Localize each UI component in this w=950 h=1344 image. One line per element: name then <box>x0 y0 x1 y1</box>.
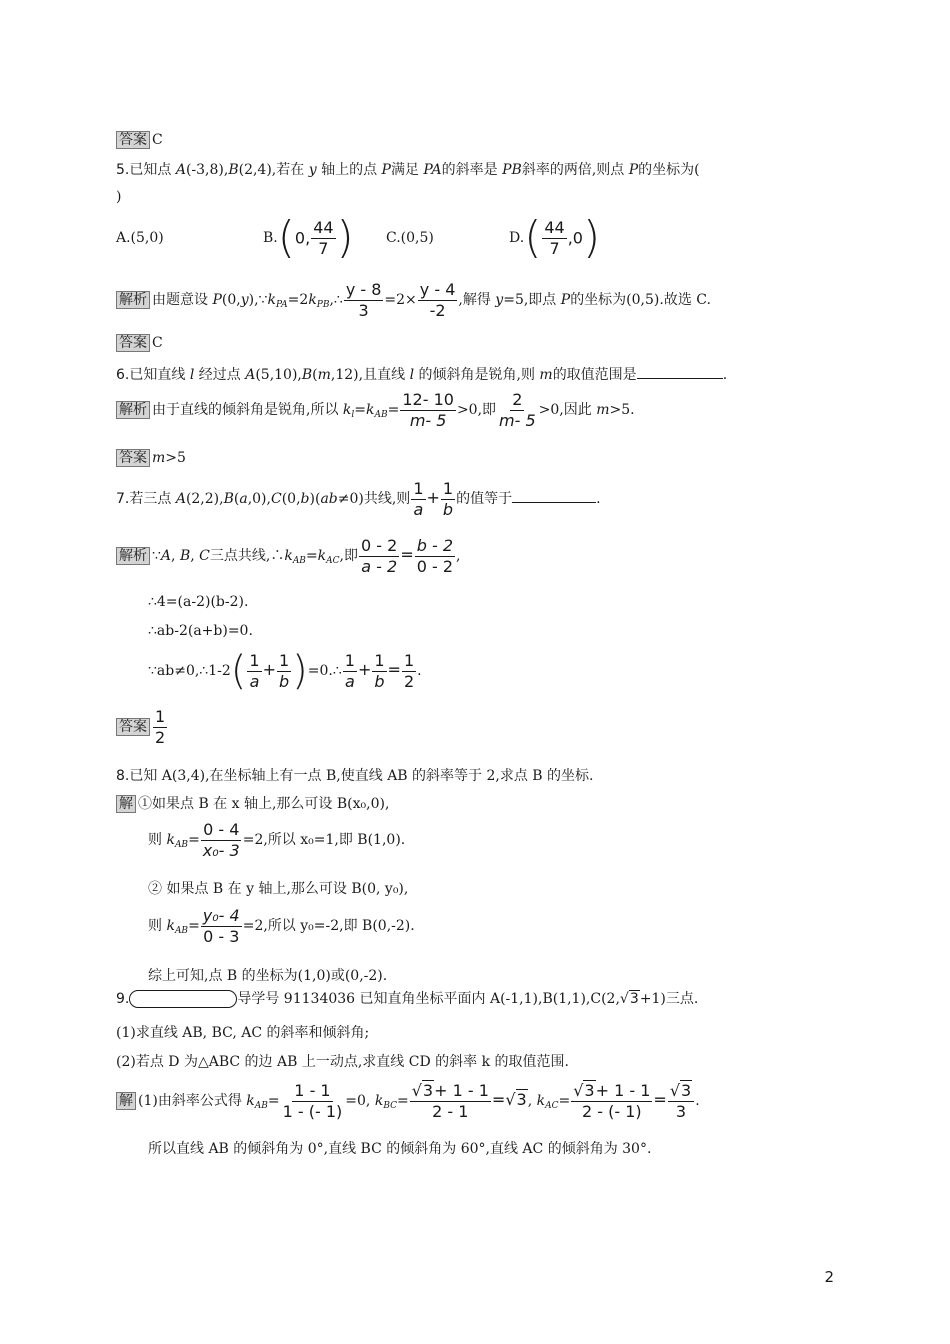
frac-num: y₀- 4 <box>202 905 240 925</box>
q9-sol-fraction-4 <box>668 1081 694 1122</box>
plus-sign: + <box>357 660 372 679</box>
frac-den: m- 5 <box>409 410 447 430</box>
q7-var-b2: b <box>300 491 310 507</box>
q5-text-g: 轴上的点 <box>316 162 382 178</box>
q6-text-c: 经过点 <box>194 367 246 383</box>
q5-an-y2: y <box>495 292 504 308</box>
q5-an-p2: P <box>560 292 571 308</box>
q5-an-i: ,∴ <box>329 292 343 308</box>
frac-num: b - 2 <box>416 535 454 555</box>
q9-text-b: +1)三点. <box>639 991 699 1007</box>
frac-num: 1 <box>413 478 424 498</box>
frac-den: m- 5 <box>499 410 536 430</box>
q9-sol-k3: k <box>536 1093 546 1109</box>
frac-num <box>410 1081 491 1102</box>
q6-number: 6. <box>116 367 130 383</box>
sqrt-radicand: 3 <box>629 991 639 1007</box>
frac-num <box>668 1081 694 1102</box>
q6-answer <box>116 449 186 467</box>
q8-sol2-b: =2,所以 x₀=1,即 B(1,0). <box>242 832 406 848</box>
equals-sign: = <box>491 1090 506 1109</box>
q6-an-e: = <box>387 402 400 418</box>
q8-sol-2 <box>148 818 405 867</box>
frac-den: 2 - 1 <box>432 1101 469 1121</box>
q6-an-g: >0,因此 <box>538 402 597 418</box>
q9-sol-eq2: = <box>396 1093 409 1109</box>
frac-den: 1 - (- 1) <box>282 1101 343 1121</box>
q7-an-k1-sub: AB <box>292 556 306 566</box>
q6-an-m: m <box>596 402 610 418</box>
frac-num: 1 <box>278 650 290 670</box>
q8-sol2-eq: = <box>188 832 200 848</box>
frac-den: b <box>442 499 454 519</box>
answer-blank <box>512 488 596 503</box>
frac-num-rest: + 1 - 1 <box>434 1080 489 1100</box>
q8-sol4-b: =2,所以 y₀=-2,即 B(0,-2). <box>242 918 415 934</box>
frac-den: b <box>374 671 385 691</box>
analysis-tag: 解析 <box>116 401 150 419</box>
frac-den: 2 <box>155 727 166 747</box>
q7-step4-a: ∵ab≠0,∴1-2 <box>148 663 231 679</box>
equals-sign: = <box>387 660 401 679</box>
q5-option-b-pre: 0, <box>294 228 311 248</box>
q9-sol-f: . <box>695 1093 700 1109</box>
q9-sol-d: , <box>527 1093 537 1109</box>
frac-num: 1 - 1 <box>294 1080 331 1100</box>
frac-num: 44 <box>544 217 565 237</box>
q7-fraction-2 <box>441 479 455 520</box>
q7-var-a: A <box>175 491 186 507</box>
q8-sol4-fraction <box>201 906 242 947</box>
frac-den: -2 <box>429 300 446 320</box>
left-paren: ( <box>277 212 295 263</box>
q7-text-i: (0, <box>281 491 301 507</box>
frac-num: y - 4 <box>419 279 456 299</box>
q9-sol-eq3: = <box>558 1093 571 1109</box>
q6-answer-rest: >5 <box>165 450 186 466</box>
q5-analysis <box>116 278 711 327</box>
q7-an-i: = <box>305 548 318 564</box>
q8-text <box>116 767 594 785</box>
answer-value: C <box>152 132 163 148</box>
q5-option-d <box>509 212 601 263</box>
q6-text-a: 已知直线 <box>129 367 190 383</box>
analysis-tag: 解析 <box>116 547 150 565</box>
frac-den: 2 - (- 1) <box>581 1101 642 1121</box>
equals-sign: = <box>400 545 414 564</box>
q5-var-p: P <box>381 162 391 178</box>
right-paren: ) <box>582 212 601 263</box>
frac-den: 0 - 2 <box>416 556 454 576</box>
q6-text-e: (5,10), <box>255 367 302 383</box>
q7-text-o: . <box>596 491 601 507</box>
left-paren: ( <box>230 648 247 694</box>
q5-text-m: 斜率的两倍,则点 <box>521 162 629 178</box>
q6-text <box>116 364 727 384</box>
q7-step4-fraction-3 <box>343 651 357 692</box>
plus-sign: + <box>426 488 440 507</box>
answer-tag: 答案 <box>116 718 150 736</box>
q5-option-b-label: B. <box>263 230 278 246</box>
solution-tag: 解 <box>116 795 136 813</box>
q7-an-k2: k <box>317 548 327 564</box>
q7-number: 7. <box>116 491 130 507</box>
q6-analysis <box>116 388 635 437</box>
frac-den: x₀- 3 <box>202 840 240 860</box>
q5-an-k2-sub: PB <box>316 300 330 310</box>
q5-text-line2: ) <box>116 189 122 205</box>
q7-step4-fraction-5 <box>402 651 416 692</box>
answer-prev-line <box>116 131 163 149</box>
q6-var-l: l <box>189 367 195 383</box>
q9-part-1: (1)求直线 AB, BC, AC 的斜率和倾斜角; <box>116 1025 370 1041</box>
q6-text-g: ( <box>312 367 318 383</box>
answer-tag: 答案 <box>116 131 150 149</box>
sqrt: √3 <box>411 1080 434 1100</box>
q9-sol-k1-sub: AB <box>254 1101 268 1111</box>
q5-text-e: (2,4),若在 <box>238 162 309 178</box>
q6-var-m: m <box>317 367 331 383</box>
q6-an-c: = <box>354 402 367 418</box>
q9-text-a: 导学号 91134036 已知直角坐标平面内 A(-1,1),B(1,1),C(2, <box>237 991 620 1007</box>
q5-var-pa: PA <box>423 162 442 178</box>
q6-an-k1: k <box>342 402 352 418</box>
q9-sol-k3-sub: AC <box>545 1101 559 1111</box>
q5-an-y: y <box>240 292 249 308</box>
q6-an-k1-sub: l <box>351 410 355 420</box>
q5-answer-value: C <box>152 335 163 351</box>
q8-sol-4 <box>148 904 415 953</box>
q6-var-a: A <box>245 367 256 383</box>
q7-answer-fraction <box>153 707 167 748</box>
q7-an-g: 三点共线,∴ <box>209 548 285 564</box>
q5-option-d-post: ,0 <box>567 228 583 248</box>
q8-sol2-fraction <box>201 820 242 861</box>
q6-var-l2: l <box>409 367 415 383</box>
sqrt-radicand: 3 <box>584 1080 595 1100</box>
q7-text-a: 若三点 <box>129 491 176 507</box>
q5-an-g: =2 <box>287 292 309 308</box>
q9-text <box>116 990 698 1008</box>
q7-step4-fraction-1 <box>247 651 261 692</box>
guide-oval <box>129 990 237 1008</box>
right-paren: ) <box>336 212 354 263</box>
frac-num: 1 <box>403 650 415 670</box>
q5-an-o: 的坐标为(0,5).故选 C. <box>570 292 711 308</box>
q9-sol-k1: k <box>246 1093 255 1109</box>
q7-text-m: ≠0)共线,则 <box>337 491 411 507</box>
frac-num <box>571 1081 652 1102</box>
q6-an-fraction-1 <box>400 390 456 431</box>
q7-text-g: ,0), <box>247 491 271 507</box>
q5-an-p: P <box>212 292 222 308</box>
q6-text-k: 的倾斜角是锐角,则 <box>414 367 540 383</box>
q7-var-ab: ab <box>320 491 338 507</box>
q5-text-o: 的坐标为( <box>638 162 700 178</box>
q7-var-b: B <box>223 491 234 507</box>
frac-num: y - 8 <box>345 279 382 299</box>
q6-an-k2: k <box>366 402 375 418</box>
analysis-tag: 解析 <box>116 291 150 309</box>
q5-an-j: =2× <box>384 292 417 308</box>
answer-tag: 答案 <box>116 449 150 467</box>
q7-an-c-var: C <box>199 548 210 564</box>
frac-num: 0 - 4 <box>203 819 240 839</box>
q7-an-k1: k <box>284 548 293 564</box>
q5-option-d-fraction <box>542 218 566 259</box>
frac-den: 0 - 3 <box>203 926 240 946</box>
q9-sol-fraction-3 <box>571 1081 652 1122</box>
q9-sol-eq1: = <box>267 1093 280 1109</box>
q7-an-a: ∵ <box>152 548 161 564</box>
frac-num: 1 <box>249 650 260 670</box>
q6-var-m2: m <box>539 367 553 383</box>
q7-an-b-var: B <box>179 548 191 564</box>
q5-an-a: 由题意设 <box>152 292 213 308</box>
frac-num: 12- 10 <box>402 389 454 409</box>
q7-text-k: )( <box>309 491 321 507</box>
q7-answer <box>116 705 168 749</box>
frac-num: 1 <box>344 650 355 670</box>
q8-sol4-eq: = <box>188 918 200 934</box>
frac-den: 7 <box>318 238 329 258</box>
q6-an-i: >5. <box>609 402 635 418</box>
q5-text <box>116 161 700 179</box>
q5-var-b: B <box>228 162 239 178</box>
q5-answer <box>116 334 163 352</box>
q9-sol-fraction-1 <box>281 1081 345 1122</box>
sqrt-radicand: 3 <box>681 1080 692 1100</box>
q7-text-c: (2,2), <box>185 491 224 507</box>
q6-an-fraction-2 <box>497 390 538 431</box>
solution-tag: 解 <box>116 1092 136 1110</box>
q9-sol-k2: k <box>374 1093 384 1109</box>
q7-an-fraction-2 <box>415 536 455 577</box>
q6-answer-m: m <box>152 450 166 466</box>
q8-sol-5: 综上可知,点 B 的坐标为(1,0)或(0,-2). <box>148 968 388 984</box>
q9-sol-b: =0, <box>345 1093 375 1109</box>
q7-an-k2-sub: AC <box>326 556 340 566</box>
q7-step4-b: =0.∴ <box>307 663 342 679</box>
q5-var-a: A <box>175 162 186 178</box>
q5-an-fraction-2 <box>418 280 458 321</box>
q9-solution-1 <box>116 1078 700 1128</box>
q8-sol2-k-sub: AB <box>174 840 189 850</box>
q7-an-fraction-1 <box>359 536 399 577</box>
q7-an-e: , <box>190 548 200 564</box>
q5-var-y: y <box>308 162 317 178</box>
q5-an-k1: k <box>267 292 276 308</box>
q8-sol1-text: ①如果点 B 在 x 轴上,那么可设 B(x₀,0), <box>138 796 390 812</box>
answer-blank <box>637 364 723 379</box>
frac-den: 7 <box>549 238 560 258</box>
q9-sol-k2-sub: BC <box>383 1101 397 1111</box>
q5-option-b-fraction <box>311 218 335 259</box>
frac-num: 2 <box>512 389 523 409</box>
frac-num: 44 <box>313 217 334 237</box>
q7-an-k: ,即 <box>339 548 358 564</box>
q8-sol4-k: k <box>166 918 175 934</box>
q6-var-b: B <box>301 367 313 383</box>
plus-sign: + <box>262 660 276 679</box>
frac-den: 2 <box>403 671 415 691</box>
q6-an-a: 由于直线的倾斜角是锐角,所以 <box>152 402 343 418</box>
q8-sol2-a: 则 <box>148 832 167 848</box>
q7-var-a2: a <box>239 491 248 507</box>
q5-an-k1-sub: PA <box>275 300 288 310</box>
q5-number: 5. <box>116 162 130 178</box>
frac-den: 3 <box>358 300 369 320</box>
q7-an-l: , <box>456 548 461 564</box>
q5-an-c: (0, <box>221 292 241 308</box>
frac-num: 1 <box>374 650 385 670</box>
left-paren: ( <box>524 212 542 263</box>
q8-sol2-k: k <box>166 832 175 848</box>
frac-num: 0 - 2 <box>361 535 398 555</box>
q7-step-2: ∴4=(a-2)(b-2). <box>148 594 249 610</box>
q8-question: 已知 A(3,4),在坐标轴上有一点 B,使直线 AB 的斜率等于 2,求点 B 的坐标. <box>129 768 594 784</box>
q8-number: 8. <box>116 768 130 784</box>
q9-solution-2: 所以直线 AB 的倾斜角为 0°,直线 BC 的倾斜角为 60°,直线 AC 的倾斜角为 30°. <box>148 1141 652 1157</box>
q5-option-d-label: D. <box>509 230 525 246</box>
q5-an-k: ,解得 <box>458 292 496 308</box>
q7-step-3: ∴ab-2(a+b)=0. <box>148 623 253 639</box>
q5-option-a: A.(5,0) <box>116 230 164 246</box>
frac-den: a <box>344 671 355 691</box>
sqrt-radicand: 3 <box>422 1080 434 1100</box>
q7-step4-fraction-4 <box>372 651 386 692</box>
q7-an-c: , <box>171 548 180 564</box>
q8-sol4-a: 则 <box>148 918 167 934</box>
q9-sol-fraction-2 <box>410 1081 491 1122</box>
q7-an-a-var: A <box>160 548 172 564</box>
q7-step4-c: . <box>417 663 422 679</box>
q8-sol-3: ② 如果点 B 在 y 轴上,那么可设 B(0, y₀), <box>148 881 409 897</box>
q9-part-2: (2)若点 D 为△ABC 的边 AB 上一动点,求直线 CD 的斜率 k 的取值范围. <box>116 1054 569 1070</box>
q5-var-p2: P <box>628 162 639 178</box>
frac-den: a <box>413 499 424 519</box>
q5-an-e: ),∵ <box>248 292 268 308</box>
q8-sol-1 <box>116 795 389 813</box>
sqrt: √3 <box>619 991 639 1007</box>
right-paren: ) <box>292 648 308 694</box>
q7-fraction-1 <box>411 479 425 520</box>
equals-sign: = <box>653 1090 667 1109</box>
q7-var-c: C <box>270 491 282 507</box>
q7-step4-fraction-2 <box>277 651 291 692</box>
frac-num-rest: + 1 - 1 <box>595 1080 651 1100</box>
sqrt: √3 <box>573 1080 595 1100</box>
q9-sol-a: (1)由斜率公式得 <box>138 1093 247 1109</box>
frac-num: 1 <box>155 706 166 726</box>
q8-sol4-k-sub: AB <box>174 926 189 936</box>
q5-text-c: (-3,8), <box>185 162 229 178</box>
q7-step-4 <box>148 648 422 693</box>
frac-den: 3 <box>675 1101 687 1121</box>
q5-text-a: 已知点 <box>129 162 176 178</box>
q6-an-f: >0,即 <box>456 402 497 418</box>
q5-option-b <box>263 212 354 263</box>
q7-text-n: 的值等于 <box>456 491 513 507</box>
q5-var-pb: PB <box>502 162 522 178</box>
answer-tag: 答案 <box>116 334 150 352</box>
q5-text-k: 的斜率是 <box>441 162 503 178</box>
q5-an-fraction-1 <box>344 280 384 321</box>
q5-text-i: 满足 <box>390 162 424 178</box>
q6-text-n: . <box>722 367 728 383</box>
sqrt: √3 <box>505 1090 527 1109</box>
q5-an-m: =5,即点 <box>503 292 561 308</box>
q5-an-k2: k <box>308 292 317 308</box>
frac-den: b <box>278 671 290 691</box>
sqrt-radicand: 3 <box>516 1090 527 1109</box>
frac-num: 1 <box>442 478 454 498</box>
q7-text <box>116 476 601 521</box>
q6-text-i: ,12),且直线 <box>330 367 410 383</box>
page-number: 2 <box>824 1268 834 1286</box>
q6-an-k2-sub: AB <box>374 410 388 420</box>
q7-text-e: ( <box>233 491 240 507</box>
q5-option-c: C.(0,5) <box>386 230 434 246</box>
frac-den: a <box>249 671 260 691</box>
q6-text-m: 的取值范围是 <box>552 367 637 383</box>
q7-analysis-1 <box>116 533 460 583</box>
q9-number: 9. <box>116 991 130 1007</box>
sqrt: √3 <box>669 1080 692 1100</box>
frac-den: a - 2 <box>361 556 398 576</box>
